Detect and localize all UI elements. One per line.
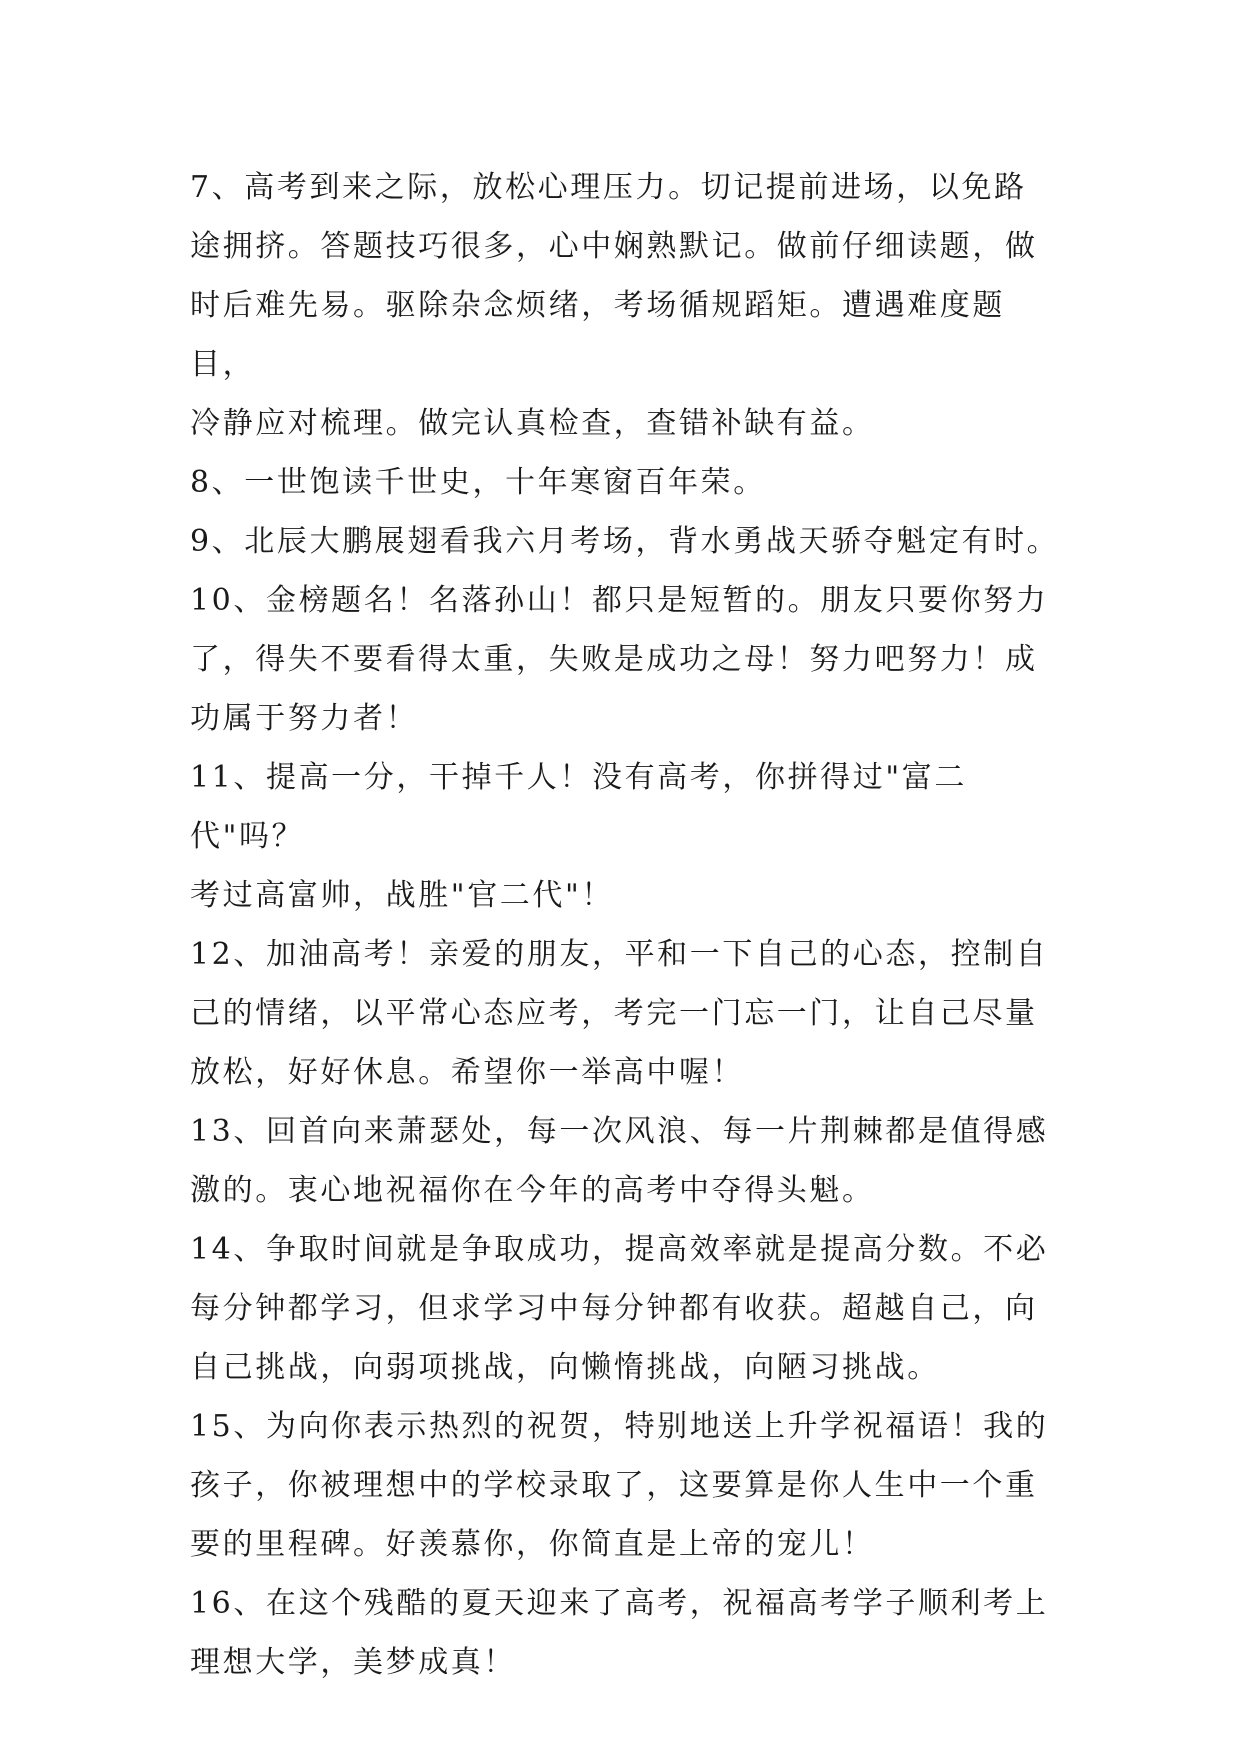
paragraph-11: 11、提高一分，干掉千人！没有高考，你拼得过"富二代"吗？ 考过高富帅，战胜"官二代"！: [190, 760, 967, 913]
paragraph-10: 10、金榜题名！名落孙山！都只是短暂的。朋友只要你努力 了，得失不要看得太重，失败是成功之母！努力吧努力！成 功属于努力者！: [190, 583, 1049, 736]
paragraph-12: 12、加油高考！亲爱的朋友，平和一下自己的心态，控制自 己的情绪，以平常心态应考，考完一门忘一门，让自己尽量 放松，好好休息。希望你一举高中喔！: [190, 937, 1049, 1090]
paragraph-9: 9、北辰大鹏展翅看我六月考场，背水勇战天骄夺魁定有时。: [190, 524, 1060, 559]
paragraph-15: 15、为向你表示热烈的祝贺，特别地送上升学祝福语！我的 孩子，你被理想中的学校录取了，这要算是你人生中一个重 要的里程碑。好羡慕你，你简直是上帝的宠儿！: [190, 1409, 1049, 1562]
paragraph-7: 7、高考到来之际，放松心理压力。切记提前进场，以免路 途拥挤。答题技巧很多，心中娴熟默记。做前仔细读题，做 时后难先易。驱除杂念烦绪，考场循规蹈矩。遭遇难度题目， 冷静应对梳理。做完认真检查，查错补缺有益。: [190, 170, 1038, 441]
document-body: [190, 158, 1070, 1692]
paragraph-8: 8、一世饱读千世史，十年寒窗百年荣。: [190, 465, 766, 500]
paragraph-13: 13、回首向来萧瑟处，每一次风浪、每一片荆棘都是值得感 激的。衷心地祝福你在今年的高考中夺得头魁。: [190, 1114, 1049, 1208]
paragraph-16: 16、在这个残酷的夏天迎来了高考，祝福高考学子顺利考上 理想大学，美梦成真！: [190, 1586, 1049, 1680]
paragraph-14: 14、争取时间就是争取成功，提高效率就是提高分数。不必 每分钟都学习，但求学习中每分钟都有收获。超越自己，向 自己挑战，向弱项挑战，向懒惰挑战，向陋习挑战。: [190, 1232, 1049, 1385]
